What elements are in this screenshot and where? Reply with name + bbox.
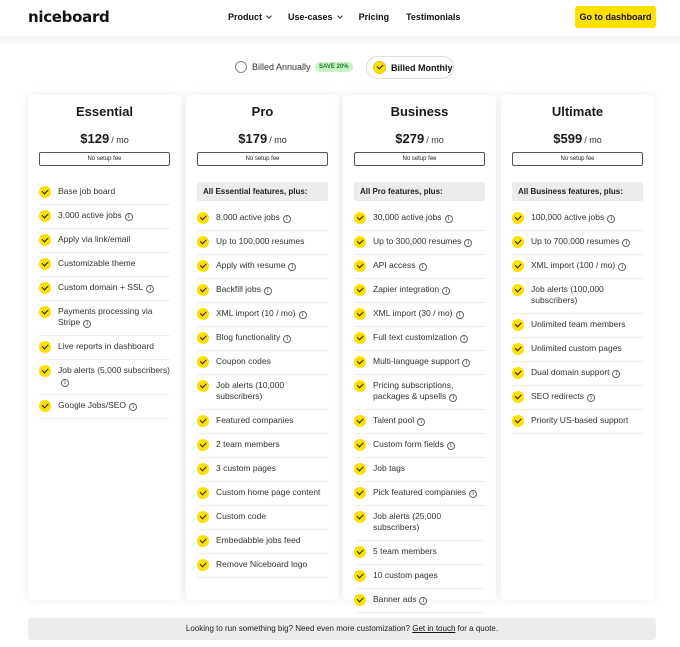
feature-item: [512, 338, 643, 362]
check-icon: [39, 210, 51, 222]
info-icon[interactable]: i: [587, 394, 595, 402]
check-icon: [39, 258, 51, 270]
billed-annually-option[interactable]: [235, 61, 311, 73]
feature-text: Custom domain + SSL: [58, 282, 144, 292]
feature-text-wrap: [531, 212, 615, 223]
feature-text: Job alerts (5,000 subscribers): [58, 365, 170, 375]
feature-item: [39, 301, 170, 336]
feature-text-wrap: [58, 258, 135, 269]
plan-price: [39, 130, 170, 144]
chevron-down-icon: [337, 13, 343, 19]
billed-monthly-label: Billed Monthly: [391, 62, 453, 73]
feature-text: 3,000 active jobs: [58, 210, 122, 220]
feature-text-wrap: [216, 332, 291, 343]
feature-text-wrap: [373, 332, 468, 343]
check-icon: [197, 511, 209, 523]
feature-text-wrap: [216, 380, 328, 402]
billing-toggle: [230, 56, 460, 79]
contact-text-after: for a quote.: [457, 624, 499, 633]
nav-pricing[interactable]: [359, 12, 390, 22]
plan-name: Business: [390, 104, 449, 119]
check-icon: [39, 400, 51, 412]
nav-product-label: Product: [228, 12, 263, 22]
feature-text-wrap: [216, 439, 280, 450]
plan-name: Ultimate: [551, 104, 604, 119]
feature-text: Embedabble jobs feed: [216, 535, 301, 545]
feature-item: [512, 207, 643, 231]
check-icon: [39, 341, 51, 353]
check-icon: [39, 306, 51, 318]
feature-item: [512, 279, 643, 314]
feature-list: [512, 207, 643, 434]
setup-fee-badge: No setup fee: [512, 152, 643, 166]
check-icon: [39, 365, 51, 377]
feature-text-wrap: [58, 365, 170, 387]
plan-card-ultimate: [501, 95, 654, 600]
feature-text-wrap: [531, 284, 643, 306]
nav-pricing-label: Pricing: [358, 12, 390, 22]
info-icon[interactable]: i: [417, 418, 425, 426]
feature-item: [39, 229, 170, 253]
check-icon: [197, 559, 209, 571]
check-icon: [354, 511, 366, 523]
feature-text-wrap: [373, 236, 472, 247]
feature-text-wrap: [216, 487, 320, 498]
feature-item: [39, 277, 170, 301]
feature-text-wrap: [373, 356, 470, 367]
info-icon[interactable]: i: [622, 239, 630, 247]
feature-text-wrap: [373, 463, 405, 474]
feature-text: API access: [373, 260, 416, 270]
check-icon: [197, 415, 209, 427]
feature-item: [512, 314, 643, 338]
feature-text-wrap: [216, 236, 304, 247]
check-icon: [354, 463, 366, 475]
feature-text-wrap: [58, 282, 154, 293]
feature-text: Apply with resume: [216, 260, 286, 270]
check-icon: [354, 332, 366, 344]
feature-text: Apply via link/email: [58, 234, 131, 244]
feature-text-wrap: [531, 343, 622, 354]
feature-text-wrap: [58, 210, 133, 221]
feature-text: Custom code: [216, 511, 267, 521]
plan-card-essential: [28, 95, 181, 600]
feature-text-wrap: [531, 236, 630, 247]
check-icon: [197, 535, 209, 547]
info-icon[interactable]: i: [607, 215, 615, 223]
feature-text: 10 custom pages: [373, 570, 438, 580]
feature-text-wrap: [216, 356, 271, 367]
plan-price: [354, 130, 485, 144]
feature-text-wrap: [216, 308, 307, 319]
feature-item: [197, 231, 328, 255]
radio-unselected-icon: [235, 61, 247, 73]
feature-text: Unlimited custom pages: [531, 343, 622, 353]
feature-text: Customizable theme: [58, 258, 136, 268]
price-period: / mo: [584, 135, 602, 145]
check-icon: [197, 439, 209, 451]
plan-price: [197, 130, 328, 144]
info-icon[interactable]: i: [445, 215, 453, 223]
feature-text-wrap: [531, 367, 620, 378]
feature-text: Featured companies: [216, 415, 294, 425]
feature-text-wrap: [216, 260, 296, 271]
main-nav: [228, 12, 477, 22]
feature-text: Job alerts (25,000 subscribers): [373, 511, 442, 532]
feature-text-wrap: [58, 341, 154, 352]
feature-item: [354, 375, 485, 410]
feature-text-wrap: [216, 415, 294, 426]
feature-text: Zapier integration: [373, 284, 440, 294]
get-in-touch-link[interactable]: Get in touch: [412, 624, 456, 633]
info-icon[interactable]: i: [146, 285, 154, 293]
contact-banner: [28, 618, 656, 640]
feature-list: [39, 181, 170, 419]
check-icon: [354, 212, 366, 224]
go-to-dashboard-button[interactable]: Go to dashboard: [575, 6, 656, 28]
feature-item: [39, 253, 170, 277]
feature-item: [354, 589, 485, 613]
feature-text: 100,000 active jobs: [531, 212, 605, 222]
feature-text-wrap: [58, 400, 137, 411]
check-icon: [354, 236, 366, 248]
feature-text: Custom home page content: [216, 487, 321, 497]
plan-name: Pro: [251, 104, 274, 119]
billed-monthly-option[interactable]: [366, 56, 454, 79]
feature-text-wrap: [373, 415, 425, 426]
feature-text-wrap: [373, 260, 427, 271]
feature-item: [354, 255, 485, 279]
feature-text: Full text customization: [373, 332, 458, 342]
includes-banner: All Essential features, plus:: [197, 182, 328, 201]
info-icon[interactable]: i: [618, 263, 626, 271]
feature-text: 8,000 active jobs: [216, 212, 280, 222]
feature-text-wrap: [216, 559, 307, 570]
feature-item: [512, 255, 643, 279]
feature-text-wrap: [531, 391, 595, 402]
feature-text: Multi-language support: [373, 356, 460, 366]
info-icon[interactable]: i: [449, 394, 457, 402]
feature-text: Job alerts (10,000 subscribers): [216, 380, 285, 401]
includes-banner: All Business features, plus:: [512, 182, 643, 201]
check-icon: [512, 260, 524, 272]
price-amount: $179: [238, 131, 268, 146]
top-header: [0, 0, 680, 36]
feature-item: [354, 506, 485, 541]
feature-text-wrap: [373, 546, 437, 557]
feature-item: [354, 231, 485, 255]
feature-text: Google Jobs/SEO: [58, 400, 127, 410]
info-icon[interactable]: i: [83, 320, 91, 328]
feature-item: [39, 395, 170, 419]
feature-text: Base job board: [58, 186, 116, 196]
feature-item: [354, 351, 485, 375]
feature-item: [39, 205, 170, 229]
info-icon[interactable]: i: [129, 403, 137, 411]
feature-item: [197, 434, 328, 458]
feature-item: [354, 410, 485, 434]
includes-banner: All Pro features, plus:: [354, 182, 485, 201]
feature-item: [39, 336, 170, 360]
feature-item: [512, 231, 643, 255]
feature-text-wrap: [58, 234, 130, 245]
info-icon[interactable]: i: [299, 311, 307, 319]
check-icon: [197, 236, 209, 248]
price-period: / mo: [111, 135, 129, 145]
feature-text-wrap: [216, 535, 301, 546]
feature-item: [39, 181, 170, 205]
info-icon[interactable]: i: [125, 213, 133, 221]
contact-text: Looking to run something big? Need even more customization?: [185, 624, 411, 633]
feature-text: Pick featured companies: [373, 487, 467, 497]
info-icon[interactable]: i: [447, 442, 455, 450]
info-icon[interactable]: i: [469, 490, 477, 498]
feature-text: Job tags: [373, 463, 406, 473]
price-amount: $129: [80, 131, 110, 146]
feature-text: Blog functionality: [216, 332, 281, 342]
check-icon: [512, 319, 524, 331]
feature-item: [197, 554, 328, 578]
feature-text: Live reports in dashboard: [58, 341, 154, 351]
feature-text: 5 team members: [373, 546, 437, 556]
feature-text: Up to 300,000 resumes: [373, 236, 462, 246]
pricing-plans: [28, 95, 656, 604]
check-icon: [354, 487, 366, 499]
check-icon: [197, 332, 209, 344]
feature-item: [197, 410, 328, 434]
feature-item: [354, 327, 485, 351]
info-icon[interactable]: i: [419, 597, 427, 605]
info-icon[interactable]: i: [283, 215, 291, 223]
feature-text: Backfill jobs: [216, 284, 261, 294]
feature-item: [354, 565, 485, 589]
check-icon: [354, 415, 366, 427]
feature-item: [197, 530, 328, 554]
feature-item: [197, 255, 328, 279]
check-circle-icon: [373, 61, 386, 74]
info-icon[interactable]: i: [264, 287, 272, 295]
feature-item: [197, 207, 328, 231]
check-icon: [512, 391, 524, 403]
feature-item: [197, 303, 328, 327]
feature-text-wrap: [531, 415, 628, 426]
feature-text: Job alerts (100,000 subscribers): [531, 284, 604, 305]
feature-text-wrap: [373, 511, 485, 533]
feature-text-wrap: [373, 212, 453, 223]
check-icon: [197, 308, 209, 320]
header-divider: [0, 36, 680, 48]
feature-item: [197, 458, 328, 482]
info-icon[interactable]: i: [283, 335, 291, 343]
info-icon[interactable]: i: [462, 359, 470, 367]
feature-text-wrap: [373, 594, 427, 605]
feature-text: 3 custom pages: [216, 463, 277, 473]
nav-testimonials[interactable]: [406, 12, 460, 22]
feature-item: [512, 362, 643, 386]
check-icon: [354, 260, 366, 272]
feature-item: [354, 303, 485, 327]
setup-fee-badge: No setup fee: [354, 152, 485, 166]
feature-list: [197, 207, 328, 578]
check-icon: [512, 212, 524, 224]
price-period: / mo: [269, 135, 287, 145]
check-icon: [354, 308, 366, 320]
check-icon: [197, 212, 209, 224]
check-icon: [354, 380, 366, 392]
feature-text: 2 team members: [216, 439, 280, 449]
feature-text: 30,000 active jobs: [373, 212, 442, 222]
feature-text-wrap: [373, 570, 438, 581]
feature-text-wrap: [216, 212, 291, 223]
check-icon: [354, 439, 366, 451]
check-icon: [197, 260, 209, 272]
info-icon[interactable]: i: [61, 379, 69, 387]
feature-text: Up to 100,000 resumes: [216, 236, 305, 246]
feature-text: Payments processing via Stripe: [58, 306, 153, 327]
feature-text-wrap: [373, 487, 477, 498]
nav-use-cases[interactable]: [288, 12, 342, 22]
feature-text-wrap: [216, 463, 276, 474]
check-icon: [512, 415, 524, 427]
feature-text-wrap: [216, 284, 272, 295]
feature-text: SEO redirects: [531, 391, 584, 401]
check-icon: [197, 284, 209, 296]
check-icon: [197, 356, 209, 368]
check-icon: [197, 463, 209, 475]
feature-text: Dual domain support: [531, 367, 610, 377]
feature-item: [354, 207, 485, 231]
check-icon: [354, 570, 366, 582]
nav-testimonials-label: Testimonials: [406, 12, 461, 22]
feature-text: Remove Niceboard logo: [216, 559, 308, 569]
check-icon: [39, 186, 51, 198]
feature-item: [197, 351, 328, 375]
price-amount: $279: [395, 131, 425, 146]
feature-text: Pricing subscriptions, packages & upsells: [373, 380, 454, 401]
check-icon: [354, 546, 366, 558]
nav-product[interactable]: [228, 12, 271, 22]
feature-text-wrap: [373, 380, 485, 402]
feature-text: Custom form fields: [373, 439, 444, 449]
info-icon[interactable]: i: [612, 370, 620, 378]
info-icon[interactable]: i: [419, 263, 427, 271]
feature-item: [354, 541, 485, 565]
check-icon: [197, 487, 209, 499]
check-icon: [354, 356, 366, 368]
billed-annually-label: Billed Annually: [252, 62, 311, 72]
price-amount: $599: [553, 131, 583, 146]
logo[interactable]: niceboard: [28, 8, 110, 26]
feature-item: [39, 360, 170, 395]
check-icon: [197, 380, 209, 392]
feature-text-wrap: [531, 260, 626, 271]
info-icon[interactable]: i: [288, 263, 296, 271]
chevron-down-icon: [266, 13, 272, 19]
check-icon: [512, 236, 524, 248]
check-icon: [39, 234, 51, 246]
feature-text-wrap: [58, 186, 115, 197]
feature-item: [354, 279, 485, 303]
info-icon[interactable]: i: [464, 239, 472, 247]
feature-text-wrap: [531, 319, 625, 330]
check-icon: [512, 367, 524, 379]
feature-text: Up to 700,000 resumes: [531, 236, 620, 246]
price-period: / mo: [426, 135, 444, 145]
feature-text: Coupon codes: [216, 356, 271, 366]
feature-list: [354, 207, 485, 613]
check-icon: [354, 594, 366, 606]
feature-text: Priority US-based support: [531, 415, 629, 425]
info-icon[interactable]: i: [456, 311, 464, 319]
feature-text: Banner ads: [373, 594, 417, 604]
check-icon: [354, 284, 366, 296]
feature-text-wrap: [58, 306, 170, 328]
feature-item: [197, 506, 328, 530]
check-icon: [512, 284, 524, 296]
feature-text-wrap: [373, 308, 464, 319]
feature-text: XML import (100 / mo): [531, 260, 616, 270]
info-icon[interactable]: i: [460, 335, 468, 343]
feature-text-wrap: [373, 284, 450, 295]
feature-item: [354, 458, 485, 482]
feature-item: [512, 410, 643, 434]
plan-price: [512, 130, 643, 144]
feature-text-wrap: [216, 511, 266, 522]
feature-text: XML import (30 / mo): [373, 308, 453, 318]
save-badge: SAVE 20%: [315, 62, 353, 72]
plan-name: Essential: [75, 104, 134, 119]
info-icon[interactable]: i: [442, 287, 450, 295]
feature-item: [197, 482, 328, 506]
feature-item: [512, 386, 643, 410]
feature-item: [354, 434, 485, 458]
setup-fee-badge: No setup fee: [197, 152, 328, 166]
feature-item: [197, 327, 328, 351]
feature-text: XML import (10 / mo): [216, 308, 296, 318]
plan-card-business: [343, 95, 496, 604]
feature-item: [354, 482, 485, 506]
check-icon: [512, 343, 524, 355]
feature-text: Talent pool: [373, 415, 415, 425]
feature-item: [197, 375, 328, 410]
setup-fee-badge: No setup fee: [39, 152, 170, 166]
feature-item: [197, 279, 328, 303]
nav-use-cases-label: Use-cases: [288, 12, 333, 22]
feature-text: Unlimited team members: [531, 319, 626, 329]
feature-text-wrap: [373, 439, 455, 450]
check-icon: [39, 282, 51, 294]
plan-card-pro: [186, 95, 339, 600]
